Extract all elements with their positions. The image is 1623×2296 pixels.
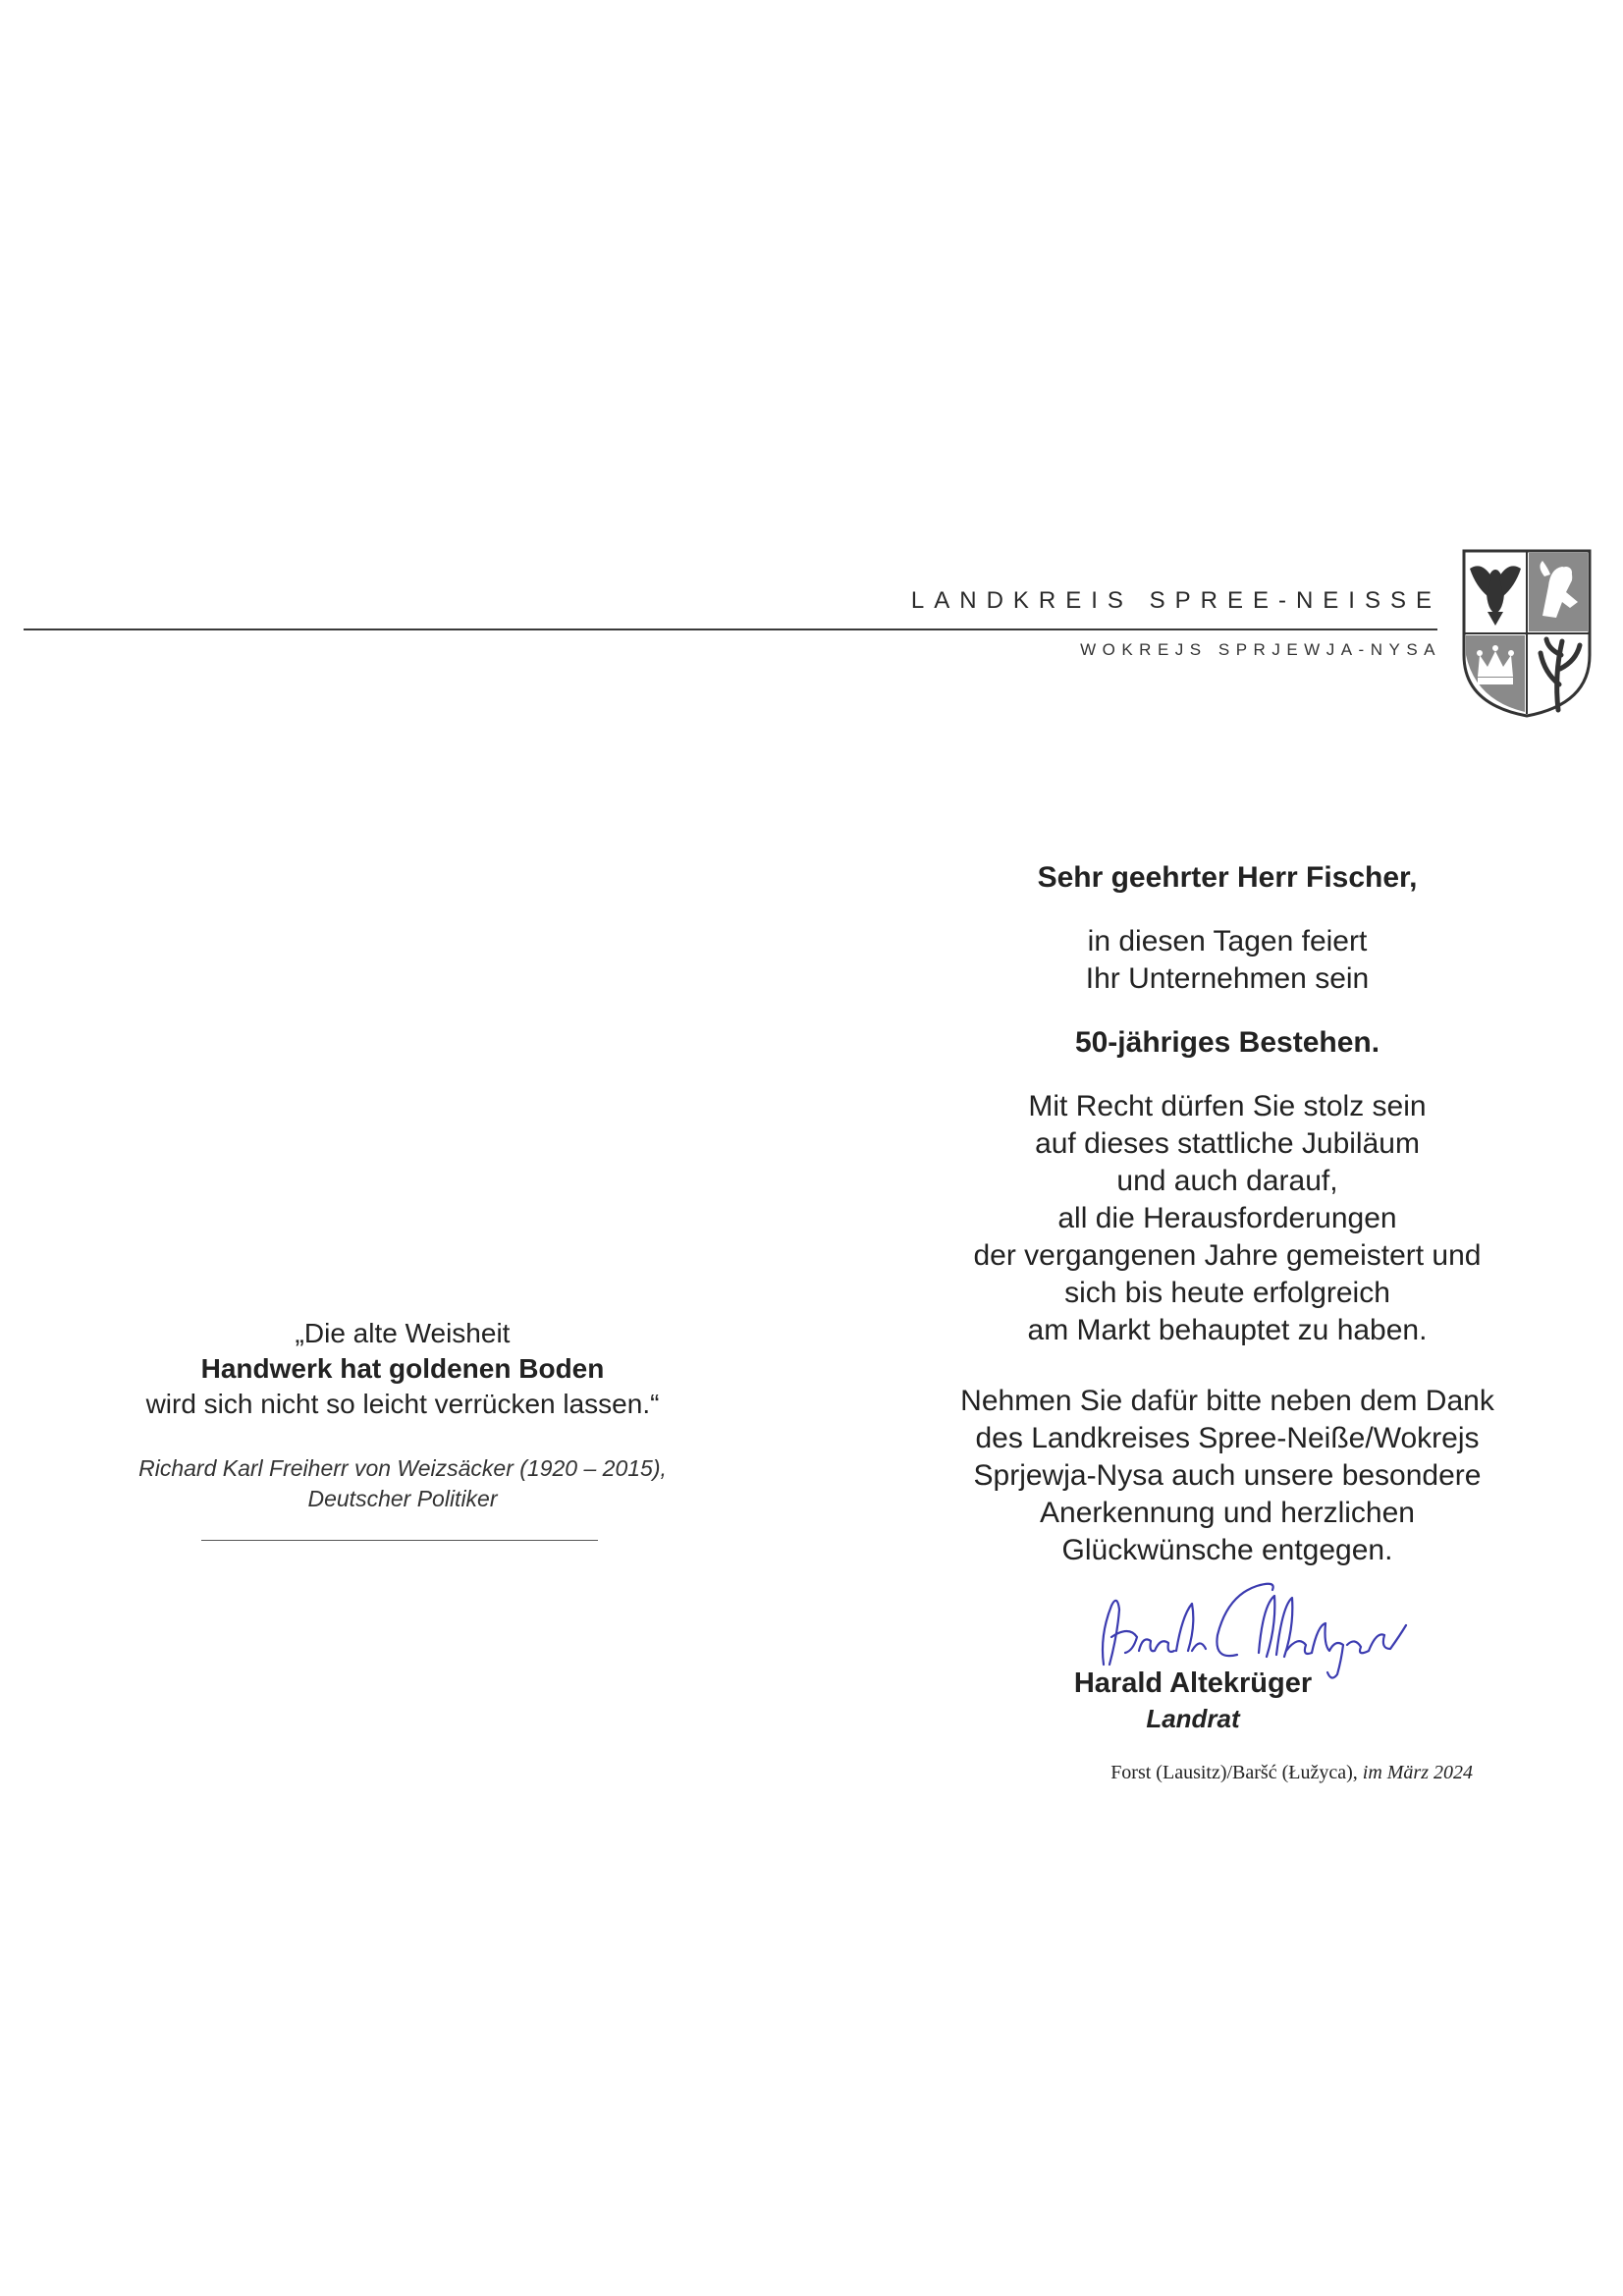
signer-name: Harald Altekrüger: [1073, 1667, 1313, 1699]
paragraph-line: am Markt behauptet zu haben.: [1027, 1314, 1428, 1346]
quote: [79, 1316, 727, 1422]
paragraph-line: Anerkennung und herzlichen: [1040, 1497, 1415, 1529]
place: Forst (Lausitz)/Baršć (Łužyca),: [1110, 1762, 1358, 1783]
quote-line: „Die alte Weisheit: [295, 1318, 511, 1348]
intro-line: Ihr Unternehmen sein: [1085, 962, 1370, 995]
letterhead-rule: [24, 629, 1437, 630]
paragraph-line: Mit Recht dürfen Sie stolz sein: [1028, 1090, 1427, 1122]
signer-role: Landrat: [1146, 1704, 1240, 1733]
paragraph-line: der vergangenen Jahre gemeistert und: [973, 1239, 1482, 1272]
intro-text: [903, 923, 1551, 998]
date: im März 2024: [1362, 1762, 1473, 1783]
letterhead-title: LANDKREIS SPREE-NEISSE: [910, 587, 1441, 614]
quote-line: wird sich nicht so leicht verrücken lassen.“: [145, 1389, 660, 1419]
paragraph-line: des Landkreises Spree-Neiße/Wokrejs: [975, 1422, 1480, 1454]
paragraph-line: sich bis heute erfolgreich: [1064, 1277, 1390, 1309]
paragraph-line: Sprjewja-Nysa auch unsere besondere: [973, 1459, 1482, 1492]
quote-divider: [201, 1540, 598, 1541]
coat-of-arms-logo: [1460, 547, 1594, 720]
letterhead-subtitle: WOKREJS SPRJEWJA-NYSA: [1080, 640, 1441, 659]
paragraph-line: und auch darauf,: [1116, 1165, 1338, 1197]
attribution-line: Richard Karl Freiherr von Weizsäcker (1920 – 2015),: [138, 1455, 667, 1481]
salutation: Sehr geehrter Herr Fischer,: [1037, 861, 1418, 894]
place-and-date: [962, 1762, 1473, 1784]
paragraph-line: auf dieses stattliche Jubiläum: [1035, 1127, 1420, 1160]
handwritten-signature: [1090, 1566, 1414, 1684]
intro-line: in diesen Tagen feiert: [1087, 925, 1368, 957]
paragraph-line: all die Herausforderungen: [1057, 1202, 1397, 1234]
quote-attribution: [79, 1453, 727, 1514]
quote-highlight: Handwerk hat goldenen Boden: [200, 1353, 605, 1384]
attribution-line: Deutscher Politiker: [307, 1486, 498, 1511]
paragraph-congratulations: [903, 1088, 1551, 1349]
paragraph-line: Glückwünsche entgegen.: [1061, 1534, 1393, 1566]
paragraph-line: Nehmen Sie dafür bitte neben dem Dank: [960, 1385, 1494, 1417]
paragraph-thanks: [903, 1383, 1551, 1569]
anniversary-heading: 50-jähriges Bestehen.: [1074, 1026, 1380, 1059]
